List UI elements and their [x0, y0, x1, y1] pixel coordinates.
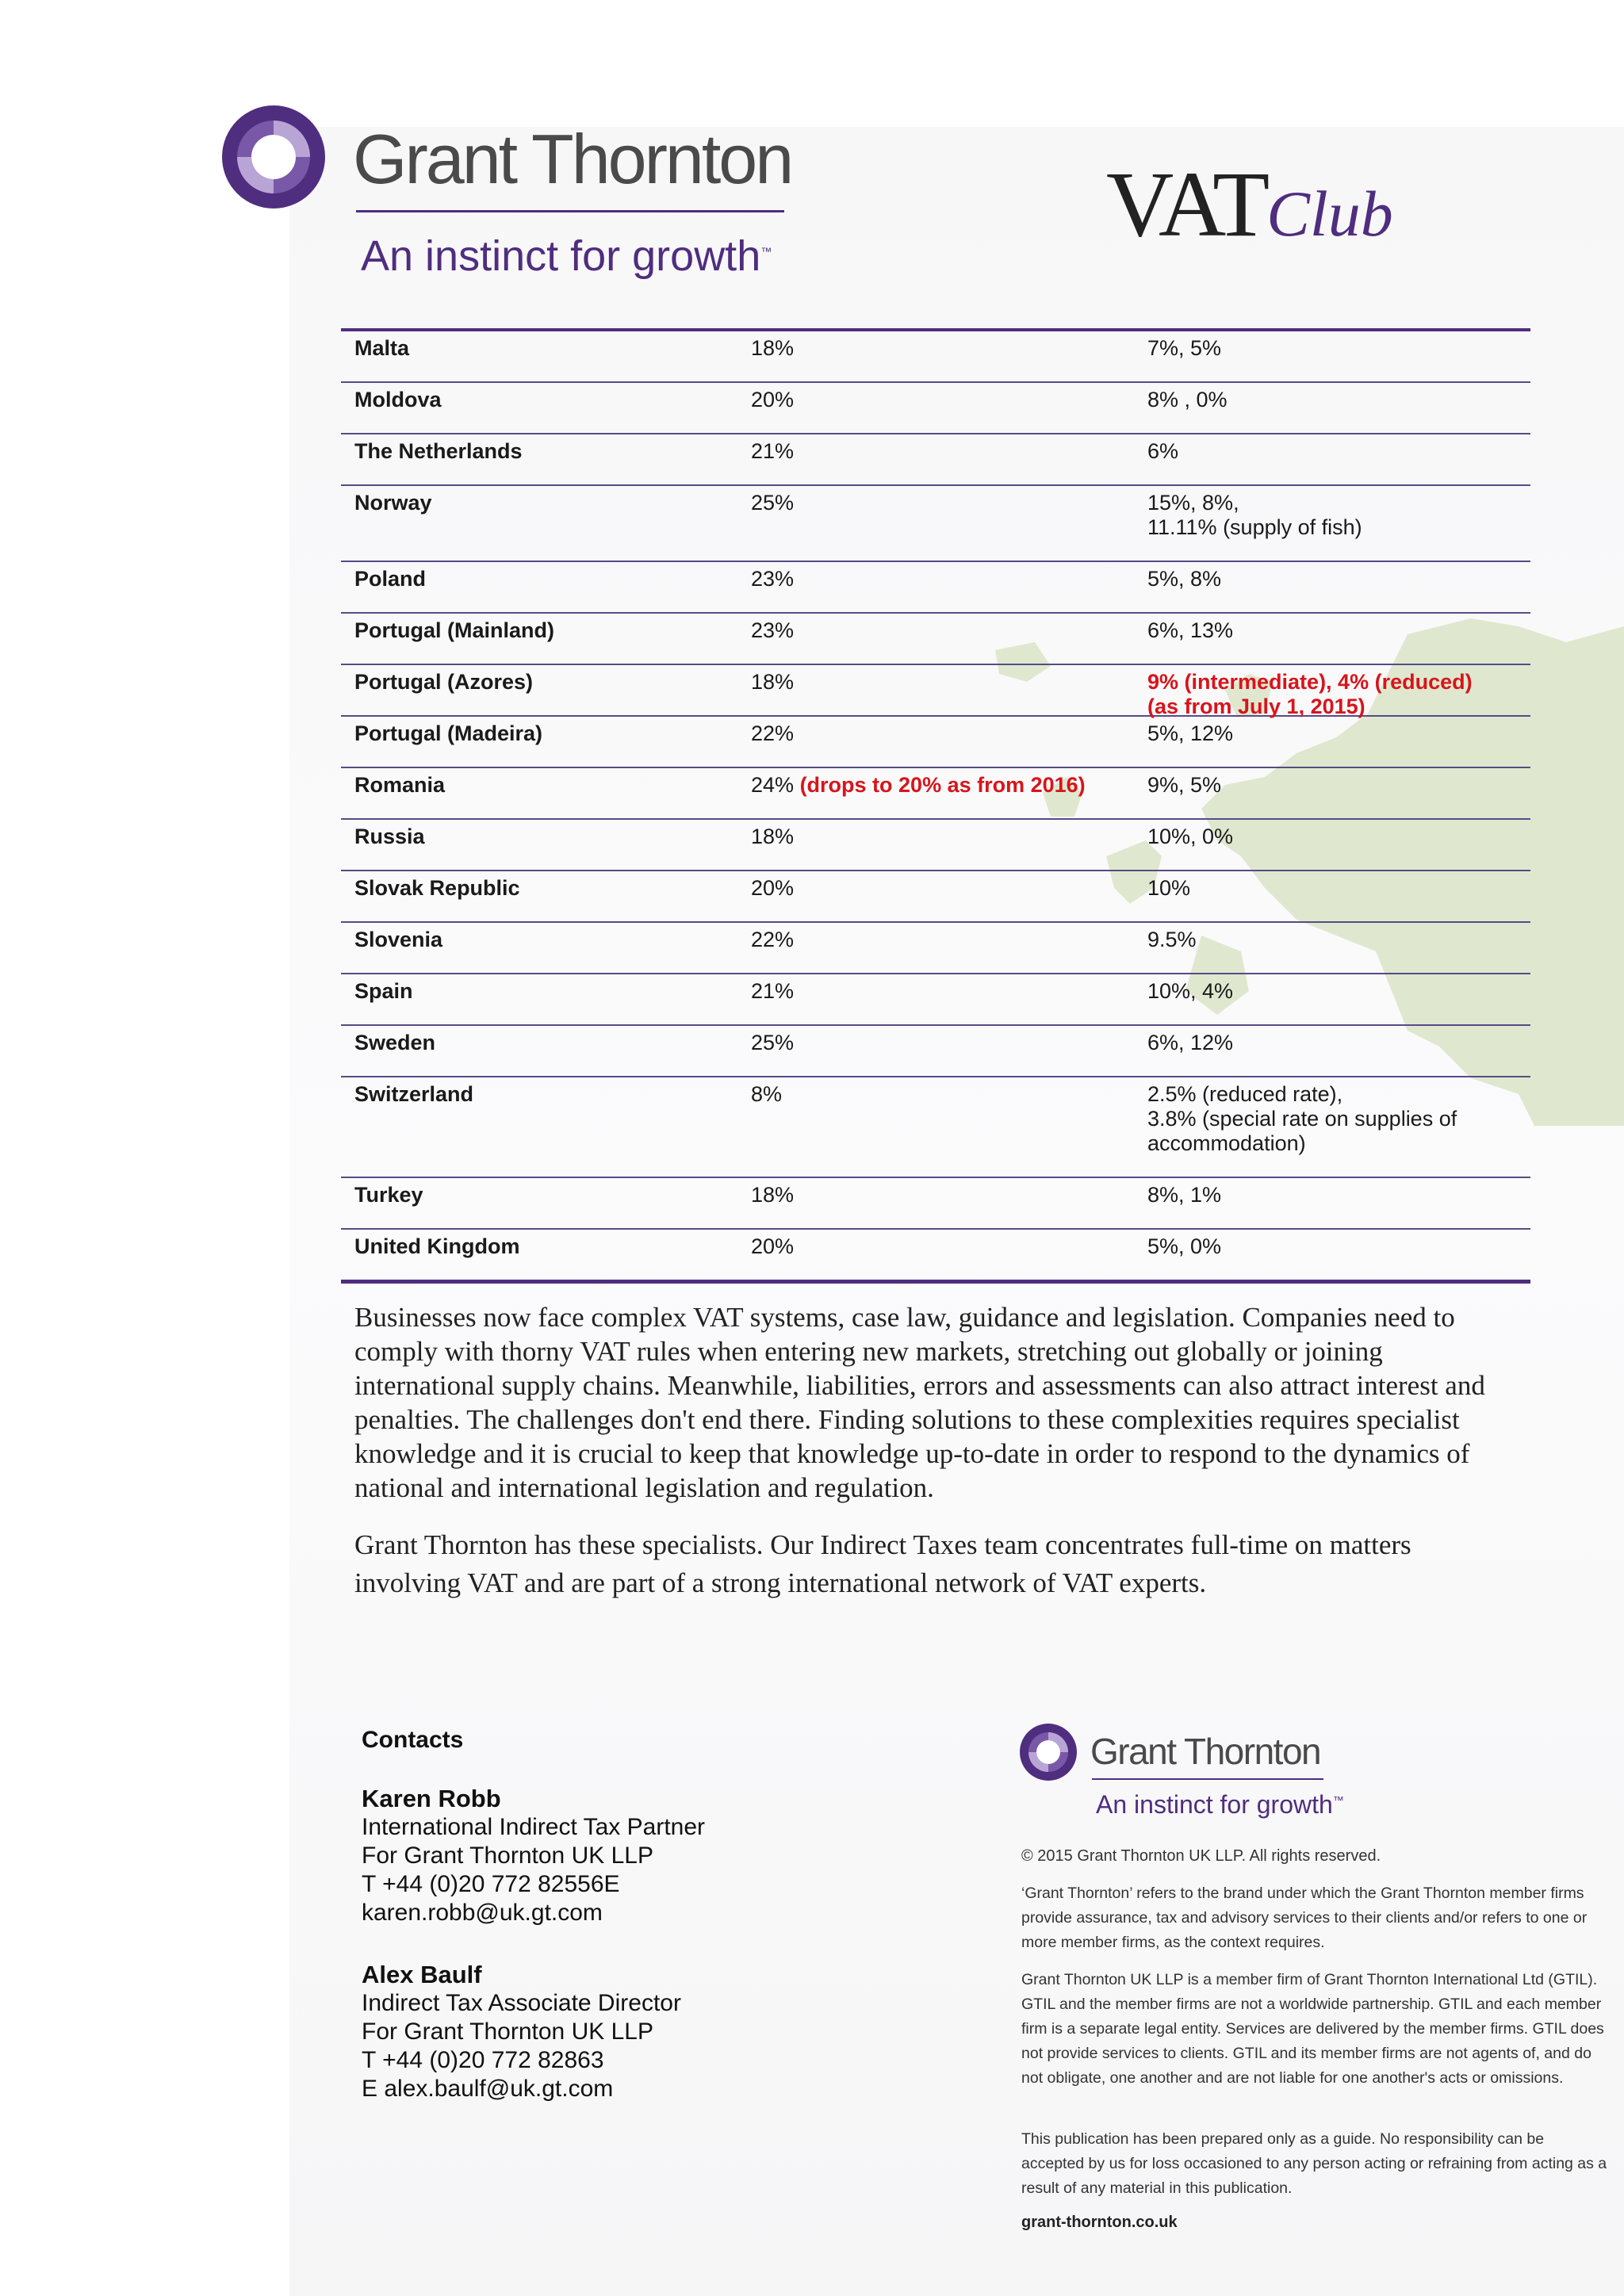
contact-card — [362, 1961, 705, 2103]
contact-firm: For Grant Thornton UK LLP — [362, 2019, 653, 2045]
country-cell: The Netherlands — [354, 439, 523, 463]
country-cell: Turkey — [354, 1183, 423, 1207]
standard-rate-value: 25% — [751, 1031, 795, 1054]
standard-rate-cell — [751, 567, 794, 591]
standard-rate-value: 18% — [751, 825, 795, 848]
vat-club-vat: VAT — [1106, 152, 1267, 256]
contact-firm: For Grant Thornton UK LLP — [362, 1843, 653, 1869]
reduced-rate-cell: 10%, 4% — [1147, 979, 1234, 1003]
standard-rate-value: 23% — [751, 618, 795, 642]
table-row — [341, 665, 1530, 717]
table-row — [341, 1026, 1530, 1077]
table-row — [341, 923, 1530, 974]
standard-rate-cell — [751, 491, 794, 515]
table-row — [341, 820, 1530, 871]
reduced-rate-cell: 10%, 0% — [1147, 825, 1234, 848]
reduced-rate-cell: 6%, 13% — [1147, 618, 1234, 642]
reduced-rate-cell: 5%, 0% — [1147, 1234, 1222, 1258]
country-cell: Malta — [354, 336, 410, 360]
table-row — [341, 331, 1530, 383]
standard-rate-cell — [751, 1031, 794, 1055]
country-cell: Norway — [354, 491, 432, 515]
reduced-rate-cell: 9%, 5% — [1147, 773, 1222, 797]
standard-rate-cell — [751, 773, 1086, 798]
footer-copyright: © 2015 Grant Thornton UK LLP. All rights reserved. — [1021, 1847, 1381, 1865]
table-row — [341, 1178, 1530, 1230]
table-row — [341, 768, 1530, 820]
footer-website-link[interactable]: grant-thornton.co.uk — [1021, 2214, 1178, 2231]
footer-tagline: An instinct for growth™ — [1096, 1790, 1344, 1819]
table-row — [341, 383, 1530, 434]
standard-rate-cell — [751, 388, 794, 412]
contact-title: Indirect Tax Associate Director — [362, 1990, 681, 2016]
contact-name: Karen Robb — [362, 1785, 501, 1812]
table-row — [341, 486, 1530, 562]
table-row — [341, 614, 1530, 665]
standard-rate-cell — [751, 825, 794, 849]
contact-name: Alex Baulf — [362, 1961, 482, 1988]
standard-rate-cell — [751, 618, 794, 643]
standard-rate-cell — [751, 721, 794, 746]
country-cell: Portugal (Mainland) — [354, 618, 554, 642]
standard-rate-cell — [751, 439, 794, 464]
standard-rate-value: 25% — [751, 491, 795, 515]
standard-rate-value: 24% — [751, 773, 795, 797]
country-cell: Poland — [354, 567, 427, 591]
country-cell: Slovak Republic — [354, 876, 520, 900]
table-row — [341, 717, 1530, 768]
footer-brand-name: Grant Thornton — [1090, 1731, 1321, 1772]
standard-rate-value: 22% — [751, 721, 795, 745]
country-cell: Portugal (Azores) — [354, 670, 534, 694]
brand-rule — [356, 210, 784, 212]
country-cell: Spain — [354, 979, 413, 1003]
footer-legal-membership: Grant Thornton UK LLP is a member firm of Grant Thornton International Ltd (GTIL). GTIL and the member firms are not a worldwide partnership. GTIL and each member firm is a separate legal entity. Services are delivered by the member firms. GTIL does not provide services to clients. GTIL and its member firms are not agents of, and do not obligate, one another and are not liable for one another's acts or omissions. — [1021, 1971, 1604, 2087]
reduced-rate-cell: 7%, 5% — [1147, 336, 1222, 360]
reduced-rate-cell: 6% — [1147, 439, 1179, 463]
vat-club-logo — [1106, 151, 1393, 258]
reduced-rate-cell: 6%, 12% — [1147, 1031, 1234, 1054]
standard-rate-cell — [751, 1234, 794, 1259]
contact-phone: T +44 (0)20 772 82556E — [362, 1871, 620, 1897]
brand-name: Grant Thornton — [353, 120, 792, 198]
country-cell: Slovenia — [354, 928, 443, 951]
specialists-paragraph: Grant Thornton has these specialists. Our Indirect Taxes team concentrates full-time on matters involving VAT and are part of a strong international network of VAT experts. — [354, 1529, 1411, 1598]
country-cell: United Kingdom — [354, 1234, 520, 1258]
country-cell: Switzerland — [354, 1082, 474, 1106]
reduced-rate-cell: 8%, 1% — [1147, 1183, 1222, 1207]
standard-rate-value: 20% — [751, 1234, 795, 1258]
standard-rate-value: 8% — [751, 1082, 783, 1106]
reduced-rate-cell: 10% — [1147, 876, 1191, 900]
reduced-rate-cell: 5%, 12% — [1147, 721, 1234, 745]
standard-rate-value: 18% — [751, 670, 795, 694]
reduced-rate-cell: 9.5% — [1147, 928, 1197, 951]
footer-brand-rule — [1092, 1778, 1323, 1780]
standard-rate-value: 20% — [751, 388, 795, 411]
country-cell: Sweden — [354, 1031, 436, 1054]
standard-rate-cell — [751, 1082, 782, 1107]
reduced-rate-cell: 9% (intermediate), 4% (reduced) (as from July 1, 2015) — [1147, 670, 1473, 718]
contact-email[interactable]: karen.robb@uk.gt.com — [362, 1900, 603, 1926]
country-cell: Russia — [354, 825, 425, 848]
country-cell: Moldova — [354, 388, 442, 411]
table-row — [341, 562, 1530, 614]
reduced-rate-cell: 5%, 8% — [1147, 567, 1222, 591]
contacts-section — [362, 1726, 705, 2137]
standard-rate-cell — [751, 979, 794, 1004]
standard-rate-value: 20% — [751, 876, 795, 900]
table-row — [341, 974, 1530, 1026]
standard-rate-value: 18% — [751, 1183, 795, 1207]
trademark: ™ — [760, 245, 772, 258]
standard-rate-value: 21% — [751, 439, 795, 463]
country-cell: Romania — [354, 773, 446, 797]
vat-rates-table — [341, 328, 1530, 1284]
reduced-rate-cell: 8% , 0% — [1147, 388, 1228, 411]
reduced-rate-cell: 15%, 8%, 11.11% (supply of fish) — [1147, 491, 1362, 539]
standard-rate-cell — [751, 876, 794, 901]
contacts-heading: Contacts — [362, 1727, 464, 1753]
footer-trademark: ™ — [1332, 1793, 1344, 1807]
footer-legal-disclaimer: This publication has been prepared only as a guide. No responsibility can be accepted by us for loss occasioned to any person acting or refraining from acting as a result of any material in this publication. — [1021, 2130, 1607, 2197]
table-row — [341, 434, 1530, 486]
standard-rate-cell — [751, 336, 794, 361]
table-row — [341, 1230, 1530, 1284]
standard-rate-cell — [751, 670, 794, 695]
vat-club-club: Club — [1266, 178, 1393, 250]
table-row — [341, 1077, 1530, 1178]
standard-rate-value: 18% — [751, 336, 795, 360]
brand-tagline: An instinct for growth™ — [361, 232, 772, 280]
standard-rate-cell — [751, 1183, 794, 1207]
standard-rate-cell — [751, 928, 794, 952]
standard-rate-value: 21% — [751, 979, 795, 1003]
table-row — [341, 871, 1530, 923]
footer-legal-brand: ‘Grant Thornton’ refers to the brand under which the Grant Thornton member firms provide assurance, tax and advisory services to their clients and/or refers to one or more member firms, as the context requires. — [1021, 1885, 1588, 1951]
contact-card — [362, 1785, 705, 1927]
standard-rate-value: 22% — [751, 928, 795, 951]
country-cell: Portugal (Madeira) — [354, 721, 543, 745]
reduced-rate-cell: 2.5% (reduced rate), 3.8% (special rate on supplies of accommodation) — [1147, 1082, 1457, 1155]
contact-title: International Indirect Tax Partner — [362, 1814, 706, 1840]
contact-phone: T +44 (0)20 772 82863 — [362, 2047, 604, 2073]
intro-paragraph: Businesses now face complex VAT systems, case law, guidance and legislation. Companies need to comply with thorny VAT rules when entering new markets, stretching out globally or joining international supply chains. Meanwhile, liabilities, errors and assessments can also attract interest and penalties. The challenges don't end there. Finding solutions to these complexities requires specialist knowledge and it is crucial to keep that knowledge up-to-date in order to respond to the dynamics of national and international legislation and regulation. — [354, 1302, 1485, 1503]
contact-email[interactable]: E alex.baulf@uk.gt.com — [362, 2076, 614, 2102]
standard-rate-note: (drops to 20% as from 2016) — [799, 773, 1086, 797]
standard-rate-value: 23% — [751, 567, 795, 591]
